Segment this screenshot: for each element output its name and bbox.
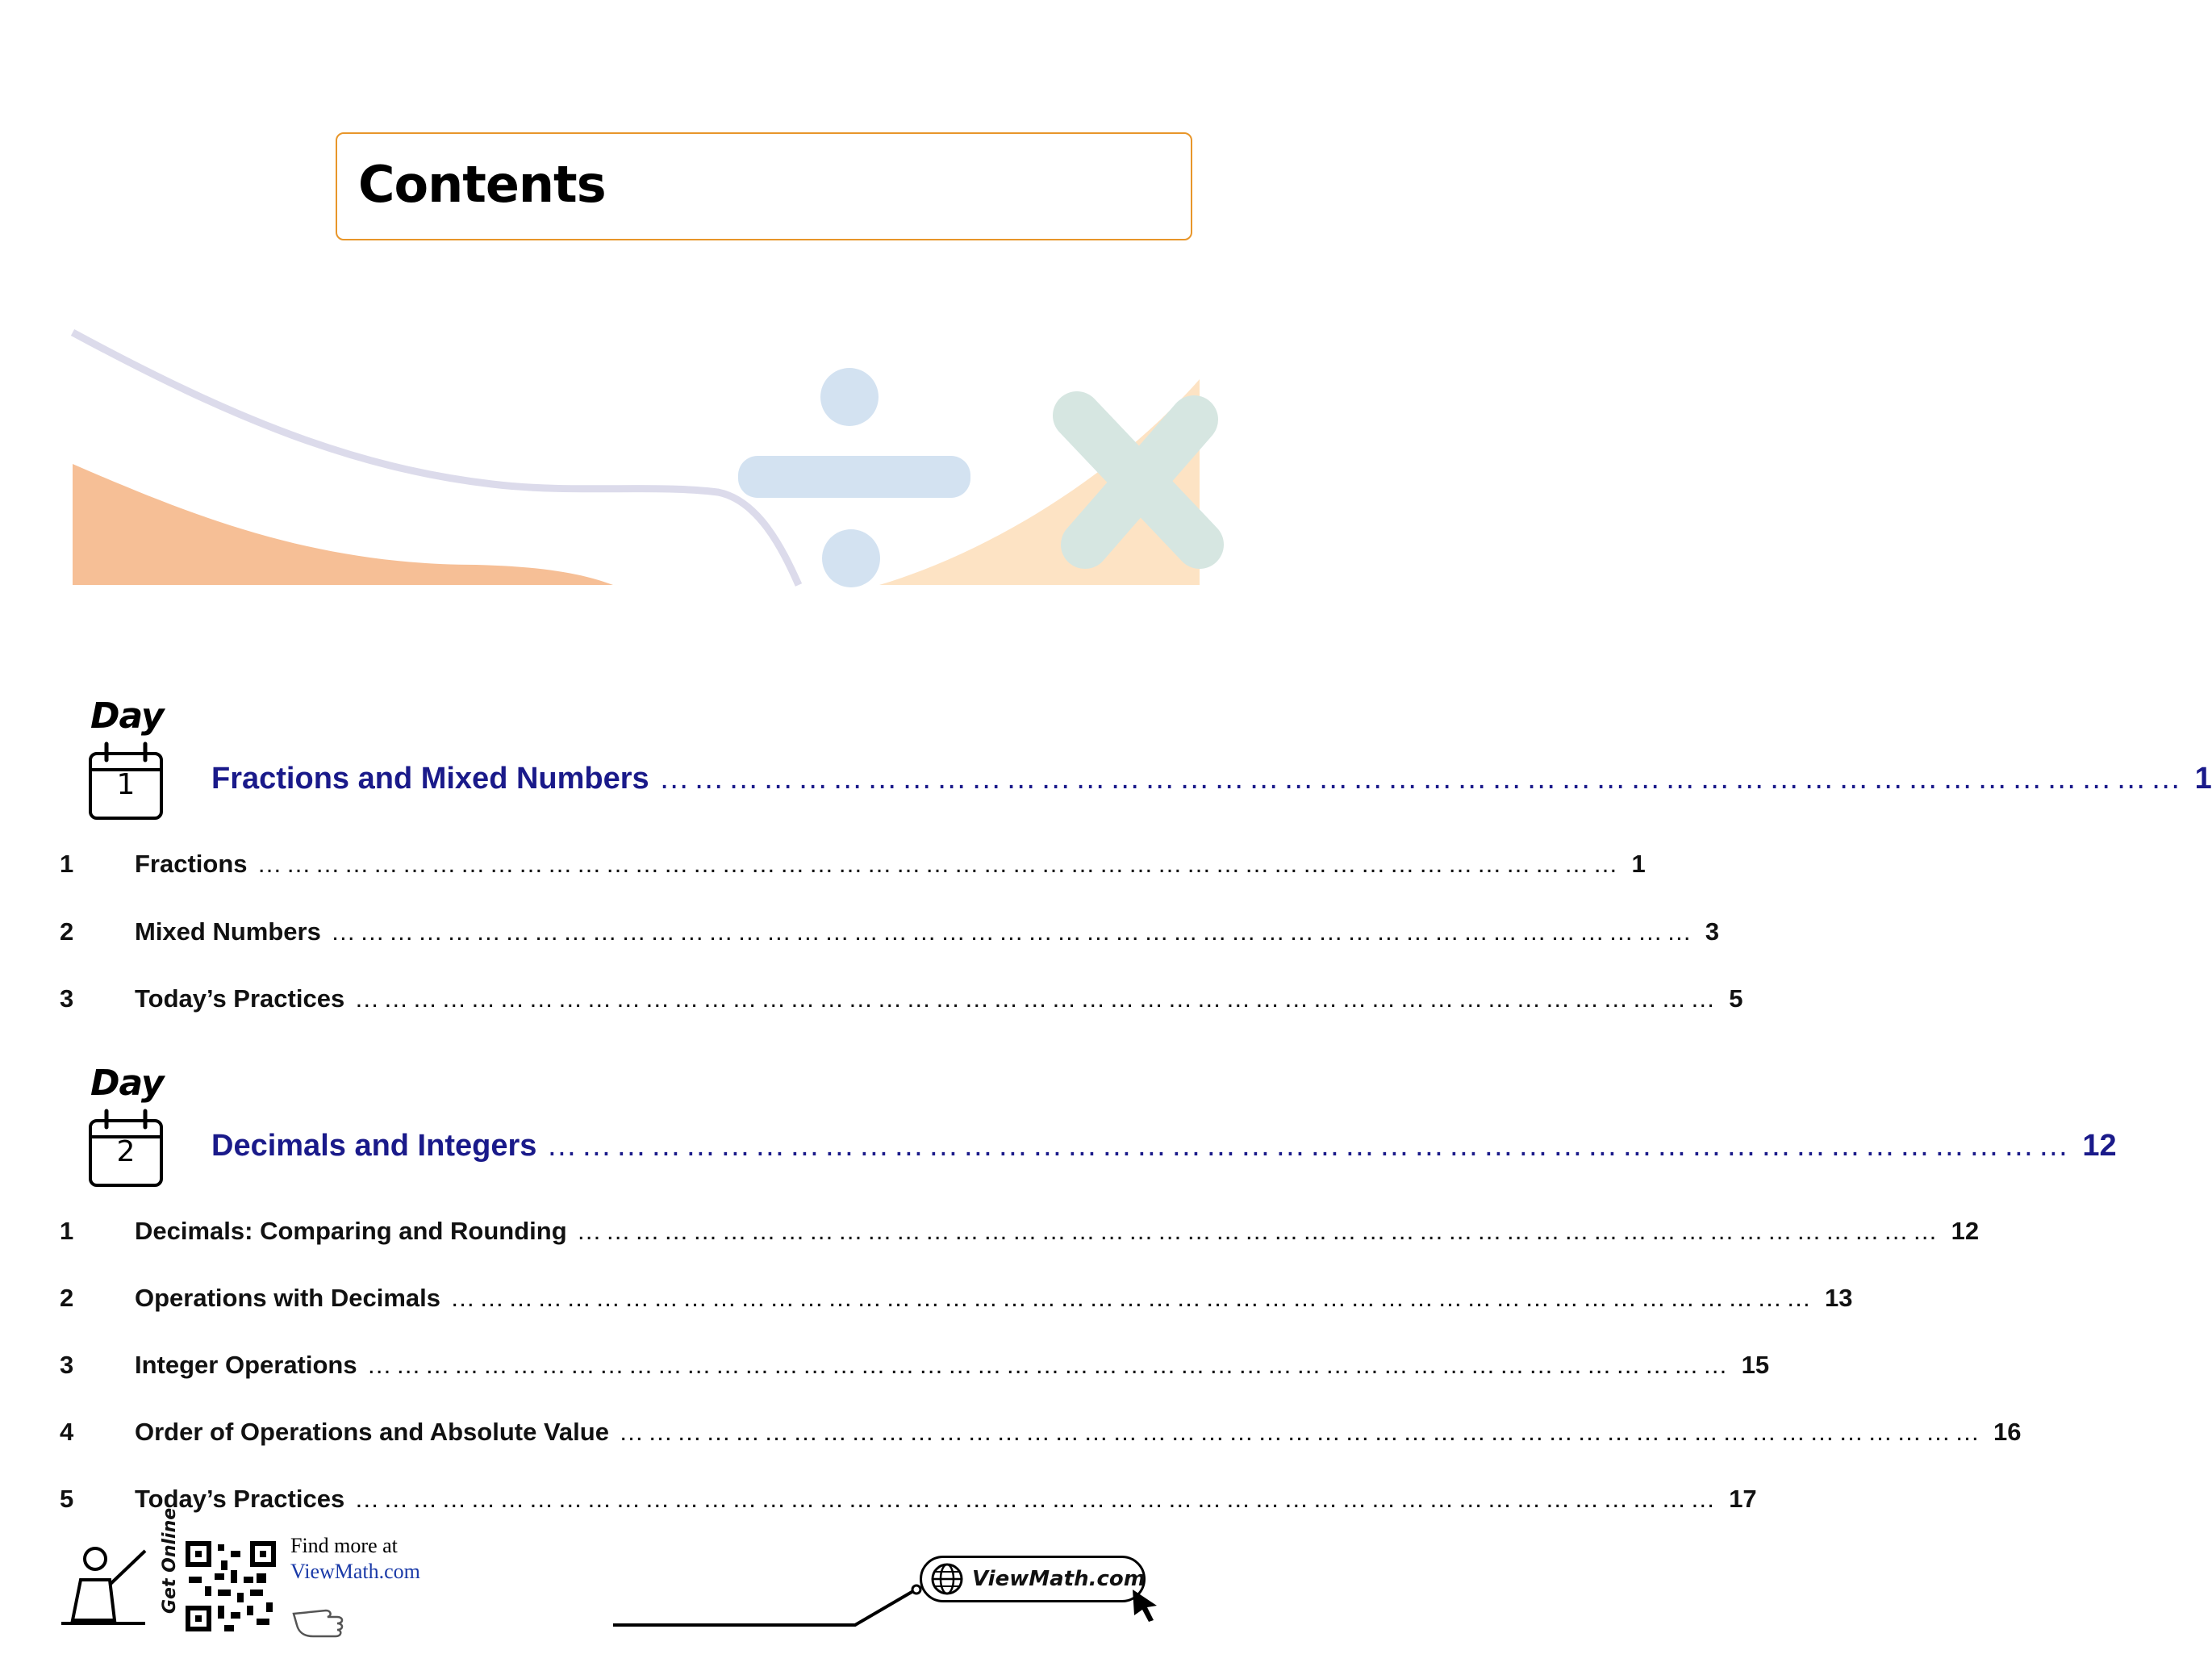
section-row-2[interactable] bbox=[0, 1126, 2117, 1166]
item-number: 3 bbox=[60, 1351, 74, 1379]
item-number: 1 bbox=[60, 850, 74, 878]
toc-item[interactable] bbox=[0, 1479, 1757, 1519]
item-number: 3 bbox=[60, 984, 74, 1013]
item-label[interactable]: Fractions bbox=[135, 850, 248, 878]
qr-code-icon[interactable] bbox=[186, 1541, 276, 1631]
globe-icon bbox=[930, 1562, 964, 1596]
find-more-text bbox=[290, 1533, 420, 1585]
item-number: 2 bbox=[60, 1284, 74, 1312]
banner-orange-wave bbox=[73, 464, 613, 585]
item-number: 2 bbox=[60, 917, 74, 946]
toc-item[interactable] bbox=[0, 1278, 1853, 1318]
section-title[interactable]: Fractions and Mixed Numbers bbox=[211, 761, 649, 796]
viewmath-brand-button[interactable] bbox=[920, 1556, 1146, 1602]
item-page: 13 bbox=[1825, 1284, 1853, 1312]
leader-dots: …………………………………………………………………………………………………………………………… bbox=[354, 1485, 1720, 1513]
toc-item[interactable] bbox=[0, 844, 1646, 884]
item-label[interactable]: Integer Operations bbox=[135, 1351, 357, 1379]
section-row-1[interactable] bbox=[0, 758, 2212, 799]
divide-dot-top bbox=[820, 368, 879, 426]
contents-title-box bbox=[336, 132, 1192, 240]
footer-brand bbox=[613, 1549, 1178, 1630]
item-page: 5 bbox=[1729, 984, 1743, 1013]
item-page: 1 bbox=[1631, 850, 1646, 878]
item-page: 17 bbox=[1729, 1485, 1757, 1513]
teacher-icon bbox=[56, 1543, 153, 1631]
leader-dots: …………………………………………………………………………………………………………………… bbox=[658, 761, 2185, 796]
viewmath-link[interactable]: ViewMath.com bbox=[290, 1560, 420, 1583]
divide-bar bbox=[738, 456, 970, 498]
item-label[interactable]: Order of Operations and Absolute Value bbox=[135, 1418, 609, 1446]
day-number: 1 bbox=[116, 768, 136, 801]
item-number: 1 bbox=[60, 1217, 74, 1245]
item-page: 16 bbox=[1993, 1418, 2022, 1446]
item-number: 5 bbox=[60, 1485, 74, 1513]
find-more-label: Find more at bbox=[290, 1534, 398, 1557]
day-number: 2 bbox=[116, 1135, 136, 1168]
brand-line bbox=[613, 1549, 936, 1630]
toc-item[interactable] bbox=[0, 1211, 1980, 1251]
footer-promo bbox=[56, 1507, 444, 1646]
toc-item[interactable] bbox=[0, 1345, 1770, 1385]
toc-item[interactable] bbox=[0, 979, 1743, 1019]
section-page: 12 bbox=[2082, 1128, 2117, 1163]
decorative-banner bbox=[73, 323, 1200, 585]
leader-dots: …………………………………………………………………………………………………………………………… bbox=[257, 850, 1622, 878]
toc-item[interactable] bbox=[0, 912, 1720, 952]
item-label[interactable]: Today’s Practices bbox=[135, 1485, 345, 1513]
item-page: 3 bbox=[1705, 917, 1720, 946]
item-label[interactable]: Today’s Practices bbox=[135, 984, 345, 1013]
cursor-icon bbox=[1129, 1588, 1162, 1623]
pointing-hand-icon bbox=[290, 1599, 355, 1641]
item-page: 15 bbox=[1741, 1351, 1770, 1379]
day-label: Day bbox=[90, 1063, 164, 1104]
leader-dots: …………………………………………………………………………………………………………………………… bbox=[330, 917, 1696, 946]
brand-label: ViewMath.com bbox=[972, 1567, 1146, 1591]
leader-dots: …………………………………………………………………………………………………………………………… bbox=[576, 1217, 1942, 1245]
leader-dots: …………………………………………………………………………………………………………………… bbox=[546, 1128, 2073, 1163]
item-label[interactable]: Mixed Numbers bbox=[135, 917, 321, 946]
section-page: 1 bbox=[2194, 761, 2212, 796]
day-label: Day bbox=[90, 696, 164, 737]
leader-dots: …………………………………………………………………………………………………………………………… bbox=[366, 1351, 1732, 1379]
divide-dot-bottom bbox=[822, 529, 880, 587]
leader-dots: …………………………………………………………………………………………………………………………… bbox=[354, 984, 1720, 1013]
leader-dots: …………………………………………………………………………………………………………………………… bbox=[618, 1418, 1984, 1446]
toc-item[interactable] bbox=[0, 1412, 2022, 1452]
item-number: 4 bbox=[60, 1418, 74, 1446]
item-page: 12 bbox=[1951, 1217, 1980, 1245]
leader-dots: …………………………………………………………………………………………………………………………… bbox=[450, 1284, 1815, 1312]
item-label[interactable]: Decimals: Comparing and Rounding bbox=[135, 1217, 567, 1245]
section-title[interactable]: Decimals and Integers bbox=[211, 1128, 537, 1163]
page-title: Contents bbox=[358, 155, 606, 214]
item-label[interactable]: Operations with Decimals bbox=[135, 1284, 440, 1312]
get-online-label: Get Online bbox=[160, 1507, 180, 1614]
